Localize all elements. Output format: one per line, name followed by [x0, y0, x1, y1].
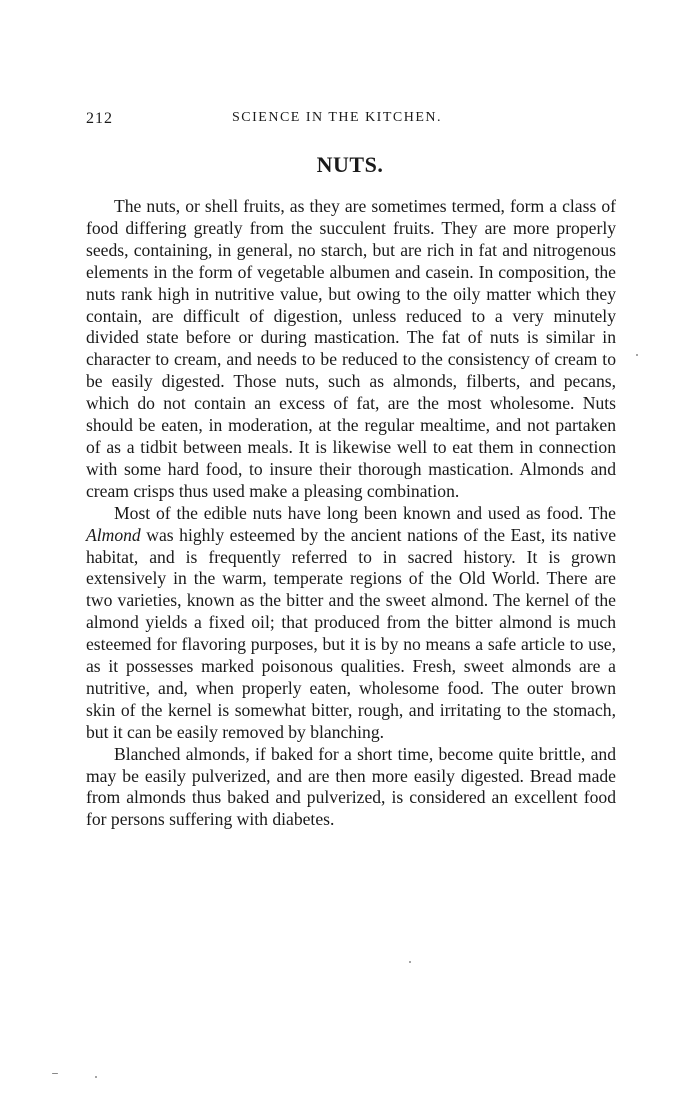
paragraph-2-start: Most of the edible nuts have long been known and used as food. The: [114, 502, 616, 523]
paper-speck: [636, 354, 638, 356]
paper-speck: [95, 1076, 97, 1078]
paragraph-2-end: was highly esteemed by the ancient nations of the East, its native habitat, and is frequently referred to in sacred history. It is grown extensively in the warm, temperate regions of the Old World. There are two varieties, known as the bitter and the sweet almond. The kernel of the almond yields a fixed oil; that produced from the bitter almond is much esteemed for flavoring purposes, but it is by no means a safe article to use, as it possesses marked poisonous qualities. Fresh, sweet almonds are a nutritive, and, when properly eaten, wholesome food. The outer brown skin of the kernel is somewhat bitter, rough, and irritating to the stomach, but it can be easily removed by blanching.: [86, 524, 616, 742]
almond-term: Almond: [86, 524, 141, 545]
body-text: [86, 196, 616, 831]
paragraph-3: Blanched almonds, if baked for a short time, become quite brittle, and may be easily pulverized, and are then more easily digested. Bread made from almonds thus baked and pulverized, is considered an excellent food for persons suffering with diabetes.: [86, 743, 616, 830]
page-number: 212: [86, 110, 113, 127]
section-title: NUTS.: [316, 152, 384, 177]
paragraph-2: [86, 503, 616, 744]
running-head: SCIENCE IN THE KITCHEN.: [232, 110, 443, 125]
paragraph-1: The nuts, or shell fruits, as they are sometimes termed, form a class of food differing greatly from the succulent fruits. They are more properly seeds, containing, in general, no starch, but are rich in fat and nitrogenous elements in the form of vegetable albumen and casein. In composition, the nuts rank high in nutritive value, but owing to the oily matter which they contain, are difficult of digestion, unless reduced to a very minutely divided state before or during mastication. The fat of nuts is similar in character to cream, and needs to be reduced to the consistency of cream to be easily digested. Those nuts, such as almonds, filberts, and pecans, which do not contain an excess of fat, are the most wholesome. Nuts should be eaten, in moderation, at the regular mealtime, and not partaken of as a tidbit between meals. It is likewise well to eat them in connection with some hard food, to insure their thorough mastication. Almonds and cream crisps thus used make a pleasing combination.: [86, 196, 616, 501]
paper-speck: [52, 1073, 58, 1074]
paper-speck: [409, 961, 411, 963]
